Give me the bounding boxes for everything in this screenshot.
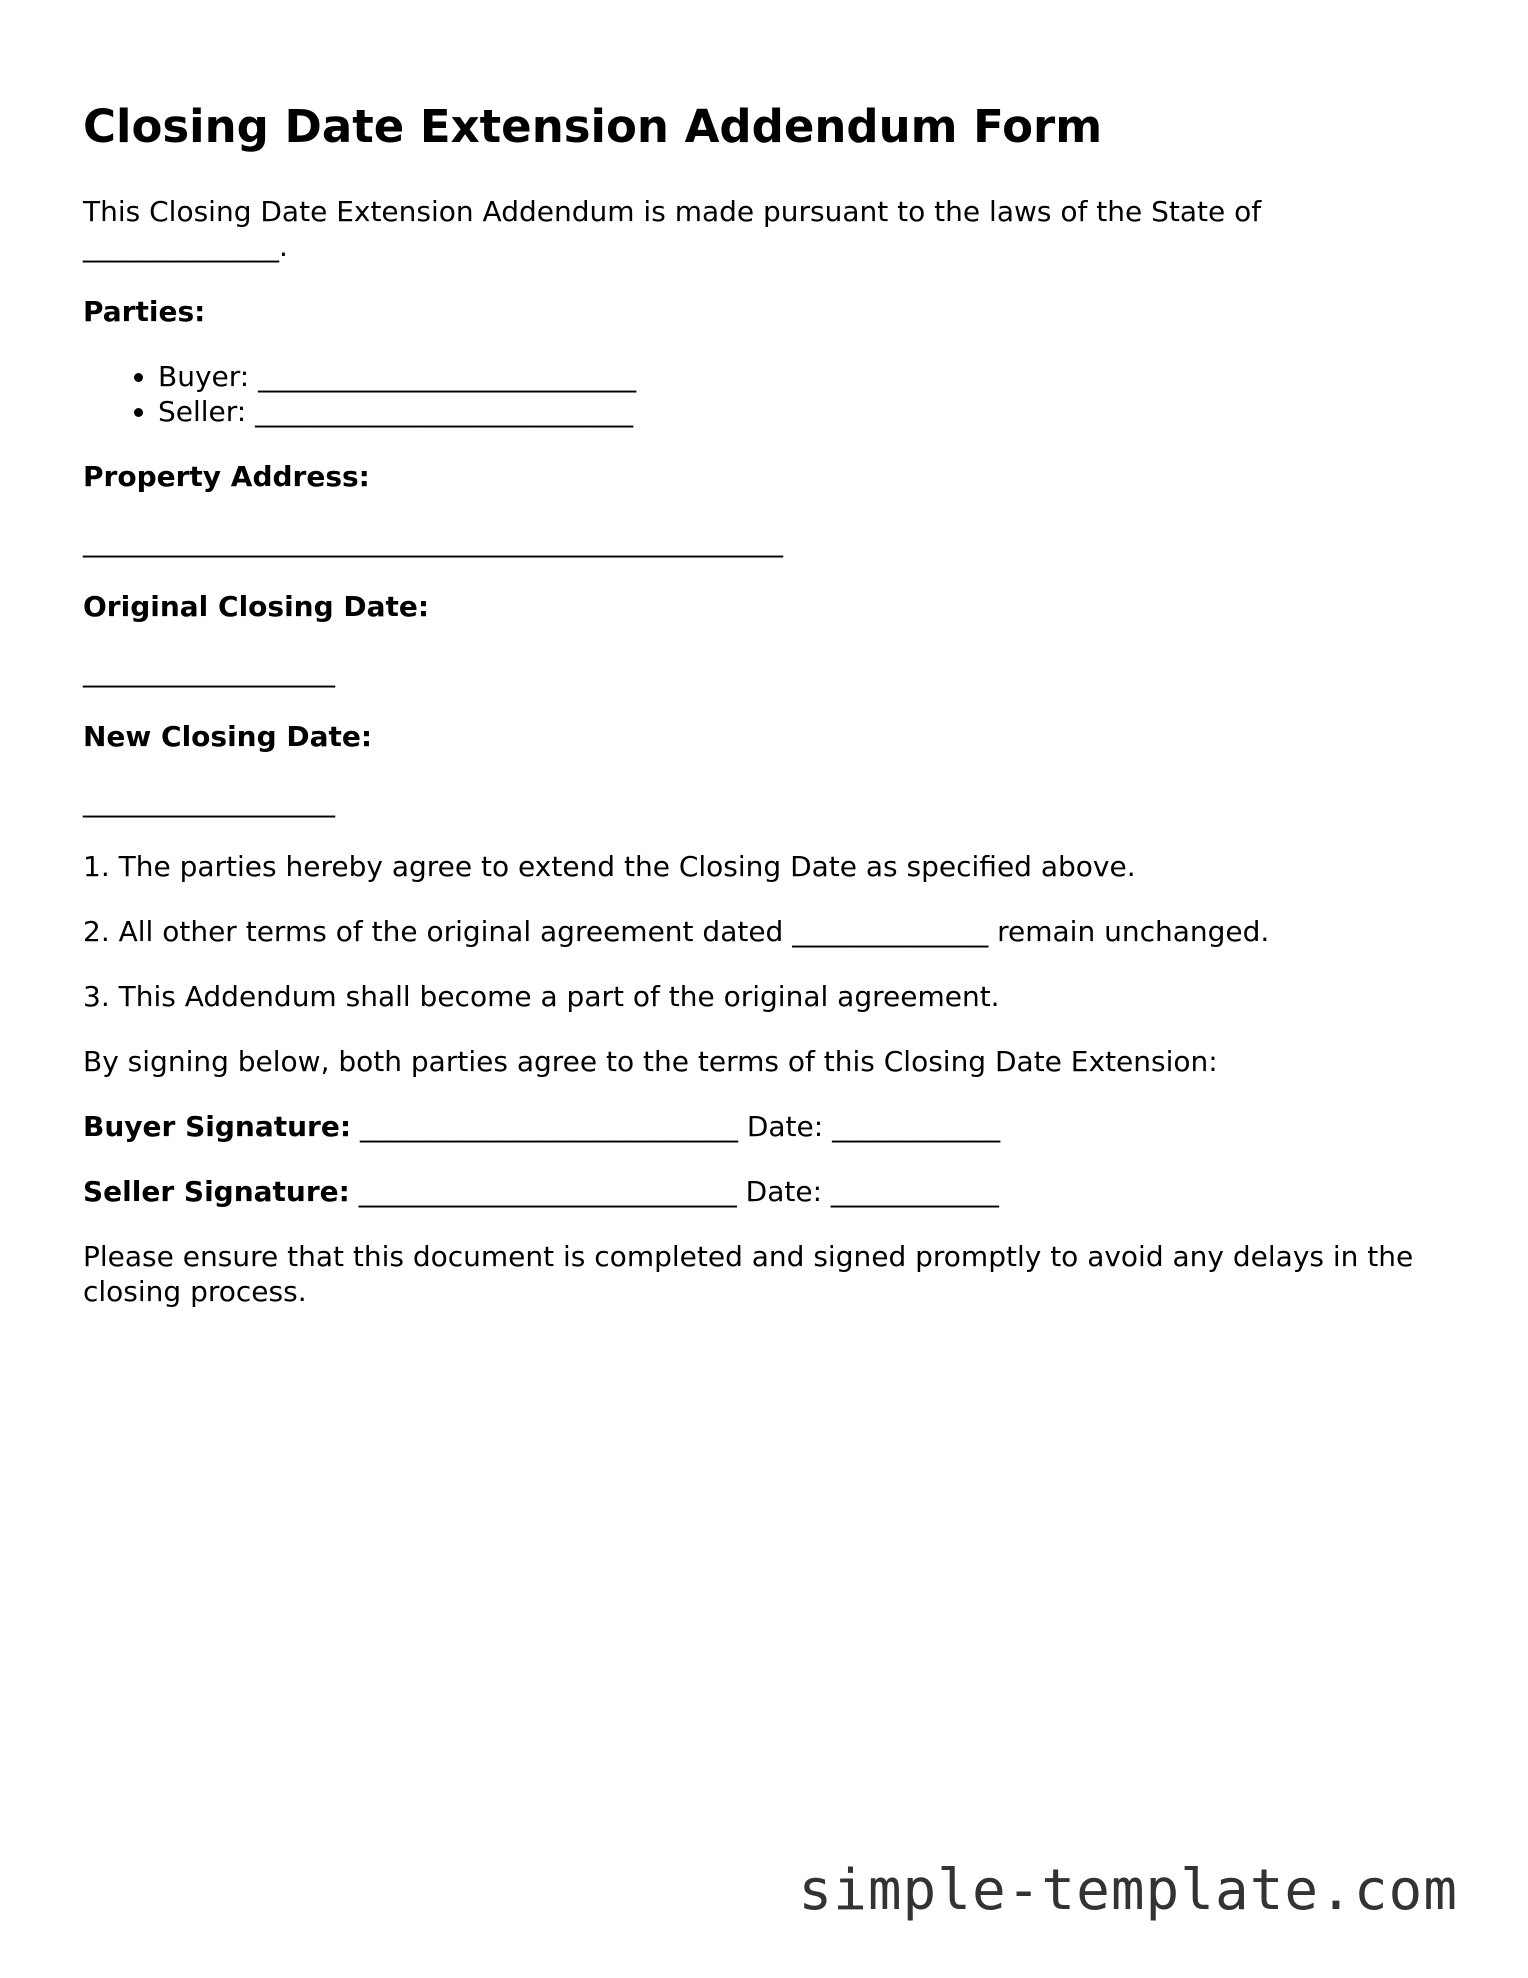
clause-2: 2. All other terms of the original agreement dated ______________ remain unchanged. — [83, 915, 1270, 948]
property-address-heading: Property Address: — [83, 460, 370, 493]
original-closing-date-heading: Original Closing Date: — [83, 590, 430, 623]
seller-signature-label: Seller Signature: — [83, 1175, 350, 1208]
property-address-blank: __________________________________________________ — [83, 525, 783, 558]
buyer-signature-row — [83, 1109, 1453, 1144]
parties-heading: Parties: — [83, 295, 206, 328]
state-blank: ______________. — [83, 230, 288, 263]
parties-list — [83, 359, 1453, 429]
buyer-field: • Buyer: ___________________________ — [158, 359, 1453, 394]
new-closing-date-heading: New Closing Date: — [83, 720, 373, 753]
buyer-signature-label: Buyer Signature: — [83, 1110, 352, 1143]
clause-3: 3. This Addendum shall become a part of the original agreement. — [83, 980, 1000, 1013]
intro-text: This Closing Date Extension Addendum is made pursuant to the laws of the State of — [83, 195, 1262, 228]
closing-note: Please ensure that this document is completed and signed promptly to avoid any delays in the closing process. — [83, 1240, 1414, 1308]
seller-signature-row — [83, 1174, 1453, 1209]
document-title: Closing Date Extension Addendum Form — [83, 100, 1103, 153]
seller-signature-line: ___________________________ Date: ____________ — [358, 1175, 999, 1208]
buyer-signature-line: ___________________________ Date: ____________ — [359, 1110, 1001, 1143]
watermark: simple-template.com — [798, 1858, 1458, 1923]
clause-1: 1. The parties hereby agree to extend the Closing Date as specified above. — [83, 850, 1136, 883]
new-closing-date-blank: __________________ — [83, 785, 335, 818]
document-page — [83, 100, 1453, 1339]
signing-intro: By signing below, both parties agree to the terms of this Closing Date Extension: — [83, 1045, 1218, 1078]
intro-paragraph — [83, 194, 1453, 264]
seller-field: • Seller: ___________________________ — [158, 394, 1453, 429]
original-closing-date-blank: __________________ — [83, 655, 335, 688]
